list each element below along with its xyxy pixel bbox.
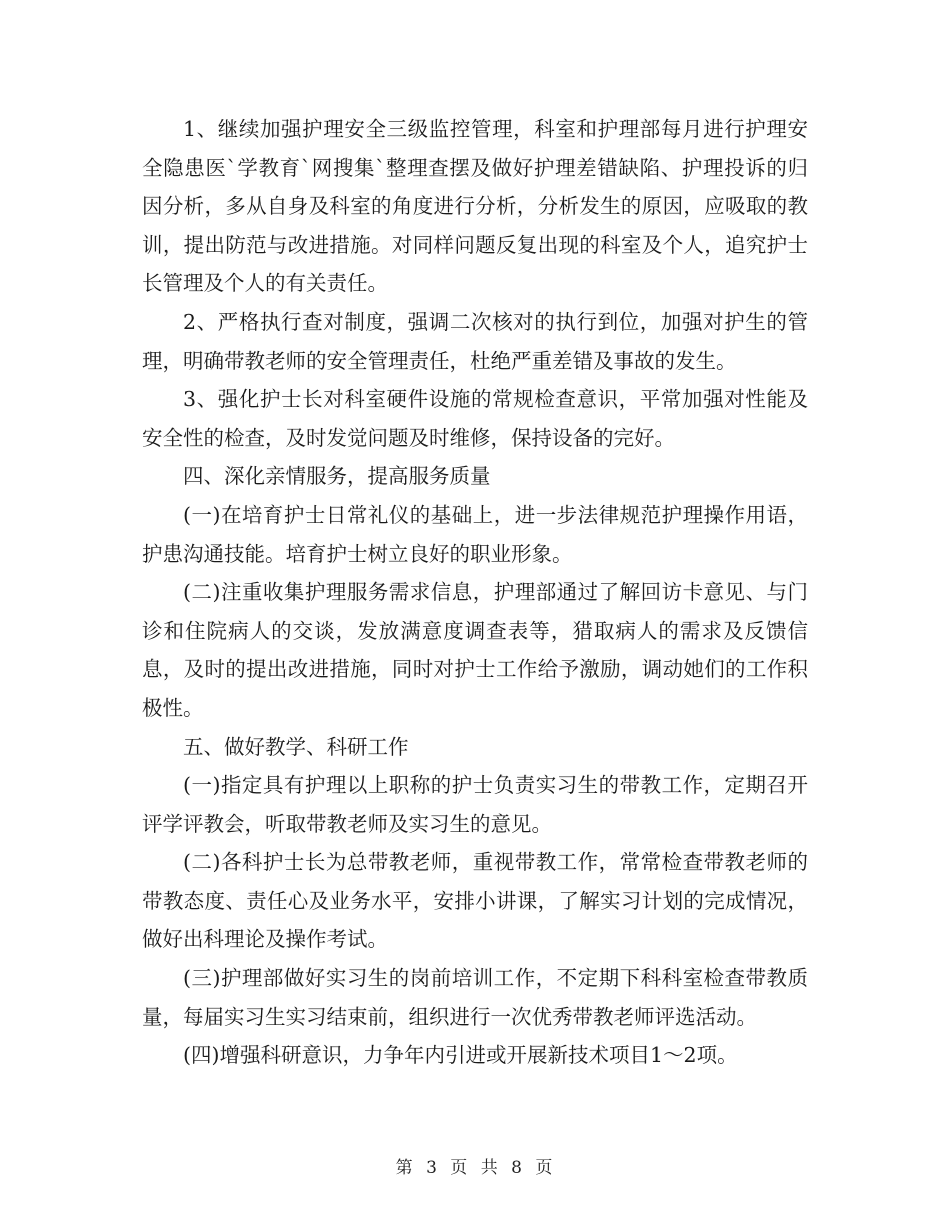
paragraph-sub-1: (一)在培育护士日常礼仪的基础上，进一步法律规范护理操作用语，护患沟通技能。培育护士树立良好的职业形象。: [142, 502, 808, 566]
paragraph-teaching-4: (四)增强科研意识，力争年内引进或开展新技术项目1～2项。: [183, 1043, 738, 1068]
section-heading-five: 五、做好教学、科研工作: [183, 734, 409, 759]
paragraph-teaching-3: (三)护理部做好实习生的岗前培训工作，不定期下科科室检查带教质量，每届实习生实习结束前，组织进行一次优秀带教老师评选活动。: [142, 966, 808, 1029]
paragraph-item-1: 1、继续加强护理安全三级监控管理，科室和护理部每月进行护理安全隐患医`学教育`网搜集`整理查摆及做好护理差错缺陷、护理投诉的归因分析，多从自身及科室的角度进行分析，分析发生的原因，应吸取的教训，提出防范与改进措施。对同样问题反复出现的科室及个人，追究护士长管理及个人的有关责任。: [142, 117, 808, 296]
paragraph-item-3: 3、强化护士长对科室硬件设施的常规检查意识，平常加强对性能及安全性的检查，及时发觉问题及时维修，保持设备的完好。: [142, 387, 808, 450]
page-number-footer: 第 3 页 共 8 页: [395, 1158, 555, 1178]
document-body: [142, 110, 808, 1075]
paragraph-teaching-2: (二)各科护士长为总带教老师，重视带教工作，常常检查带教老师的带教态度、责任心及业务水平，安排小讲课，了解实习计划的完成情况，做好出科理论及操作考试。: [142, 850, 808, 952]
paragraph-item-2: 2、严格执行查对制度，强调二次核对的执行到位，加强对护生的管理，明确带教老师的安全管理责任，杜绝严重差错及事故的发生。: [142, 309, 808, 373]
section-heading-four: 四、深化亲情服务，提高服务质量: [183, 464, 491, 489]
paragraph-sub-2: (二)注重收集护理服务需求信息，护理部通过了解回访卡意见、与门诊和住院病人的交谈，发放满意度调查表等，猎取病人的需求及反馈信息，及时的提出改进措施，同时对护士工作给予激励，调动她们的工作积极性。: [142, 580, 808, 720]
paragraph-teaching-1: (一)指定具有护理以上职称的护士负责实习生的带教工作，定期召开评学评教会，听取带教老师及实习生的意见。: [142, 773, 808, 836]
